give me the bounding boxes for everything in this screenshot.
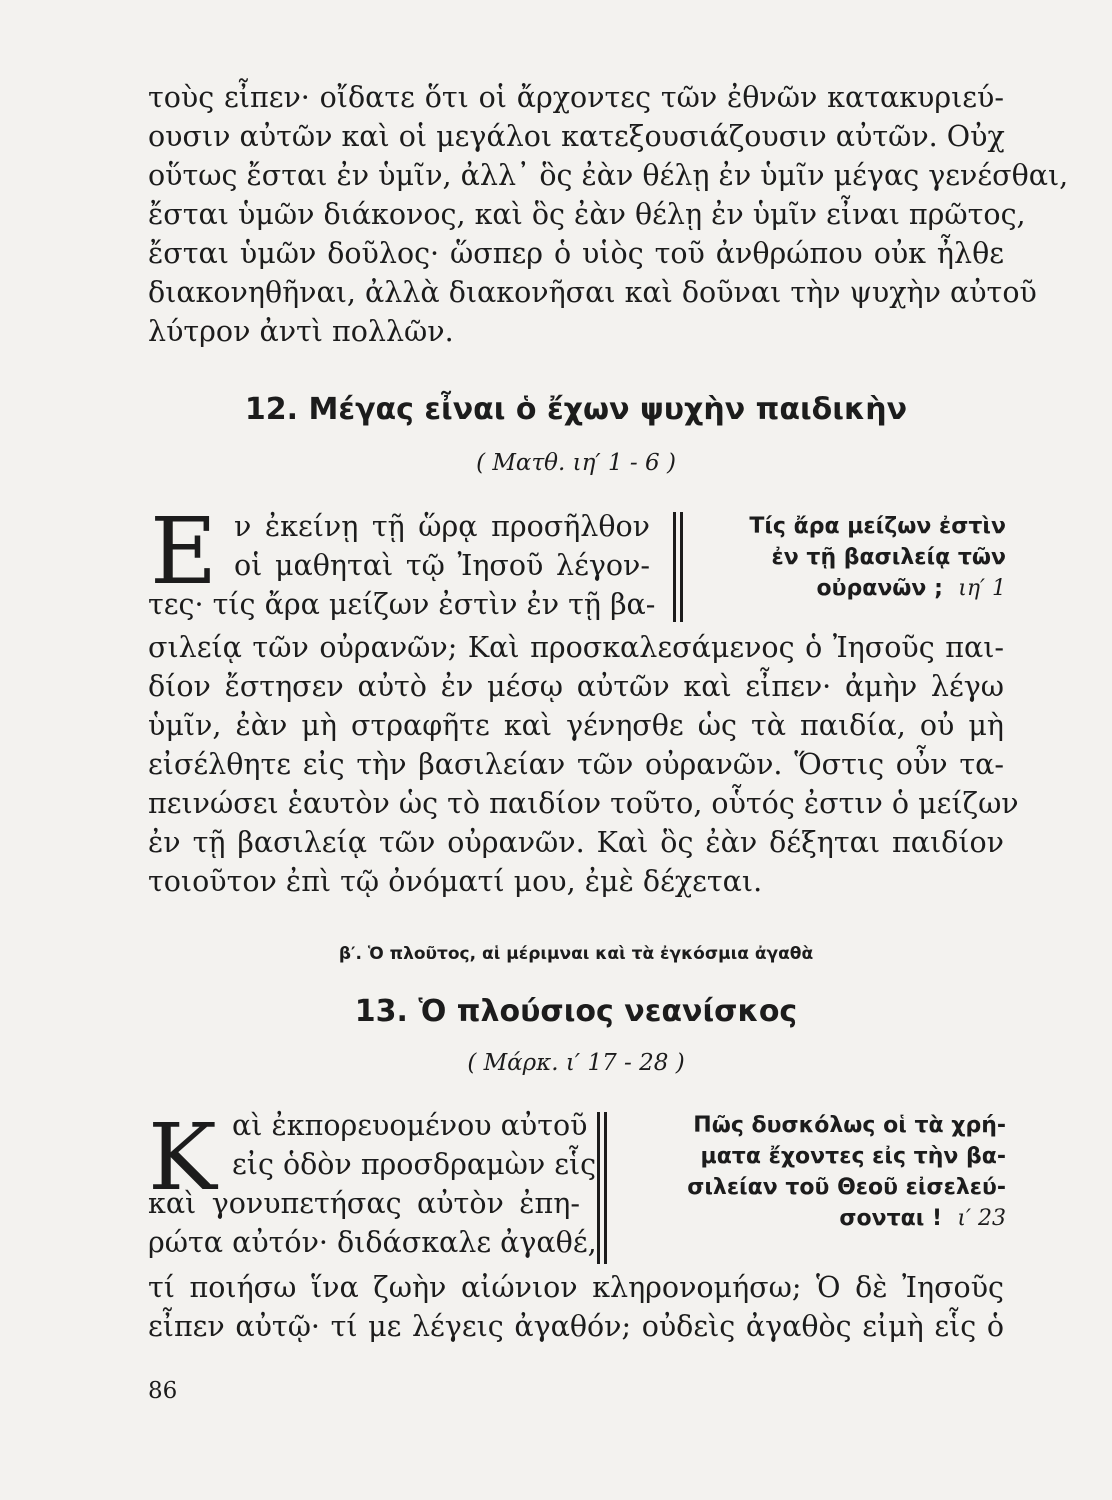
text-line: πεινώσει ἑαυτὸν ὡς τὸ παιδίον τοῦτο, οὗτός ἐστιν ὁ μείζων (148, 787, 1019, 820)
side-note-line: σονται ! (839, 1206, 943, 1231)
text-line: σιλείᾳ τῶν οὐρανῶν; Καὶ προσκαλεσάμενος ὁ Ἰησοῦς παι- (148, 631, 1004, 664)
margin-divider (604, 1112, 607, 1264)
subsection-title: β′. Ὁ πλοῦτος, αἱ μέριμναι καὶ τὰ ἐγκόσμια ἀγαθὰ (338, 944, 814, 964)
text-line: τί ποιήσω ἵνα ζωὴν αἰώνιον κληρονομήσω; Ὁ δὲ Ἰησοῦς (148, 1271, 1004, 1304)
text-line: λύτρον ἀντὶ πολλῶν. (148, 315, 454, 348)
text-line: διακονηθῆναι, ἀλλὰ διακονῆσαι καὶ δοῦναι τὴν ψυχὴν αὐτοῦ (148, 276, 1037, 309)
text-line: δίον ἔστησεν αὐτὸ ἐν μέσῳ αὐτῶν καὶ εἶπεν· ἀμὴν λέγω (148, 670, 1004, 703)
text-line: εἰσέλθητε εἰς τὴν βασιλείαν τῶν οὐρανῶν. Ὅστις οὖν τα- (148, 748, 1004, 781)
side-note-line: σιλείαν τοῦ Θεοῦ εἰσελεύ- (687, 1175, 1006, 1200)
side-note-verse: ιη′ 1 (958, 576, 1006, 601)
margin-divider (680, 512, 683, 622)
text-line: ἔσται ὑμῶν δοῦλος· ὥσπερ ὁ υἱὸς τοῦ ἀνθρώπου οὐκ ἦλθε (148, 237, 1004, 270)
text-line: εἶπεν αὐτῷ· τί με λέγεις ἀγαθόν; οὐδεὶς ἀγαθὸς εἰμὴ εἷς ὁ (148, 1310, 1004, 1343)
side-note-line: Πῶς δυσκόλως οἱ τὰ χρή- (693, 1113, 1006, 1138)
text-line: ὑμῖν, ἐὰν μὴ στραφῆτε καὶ γένησθε ὡς τὰ παιδία, οὐ μὴ (148, 709, 1004, 742)
section-12-title: 12. Μέγας εἶναι ὁ ἔχων ψυχὴν παιδικὴν (244, 392, 908, 427)
section-12-dropcap: Ε (150, 498, 218, 605)
section-12-side-note (706, 511, 1006, 604)
page-number: 86 (148, 1378, 178, 1404)
side-note-line: ματα ἔχοντες εἰς τὴν βα- (700, 1144, 1006, 1169)
side-note-line: Τίς ἄρα μείζων ἐστὶν (749, 514, 1006, 539)
margin-divider (597, 1112, 600, 1264)
side-note-verse: ι′ 23 (957, 1206, 1006, 1231)
text-line: ἔσται ὑμῶν διάκονος, καὶ ὃς ἐὰν θέλῃ ἐν ὑμῖν εἶναι πρῶτος, (148, 198, 1026, 231)
section-12-reference: ( Ματθ. ιη′ 1 - 6 ) (476, 450, 676, 476)
side-note-line: οὐρανῶν ; (816, 576, 943, 601)
section-13-title: 13. Ὁ πλούσιος νεανίσκος (354, 994, 798, 1029)
section-13-dropcap: Κ (148, 1104, 217, 1211)
text-line: τοιοῦτον ἐπὶ τῷ ὀνόματί μου, ἐμὲ δέχεται. (148, 865, 763, 898)
margin-divider (673, 512, 676, 622)
side-note-line: ἐν τῇ βασιλείᾳ τῶν (771, 545, 1006, 570)
text-line: καὶ γονυπετήσας αὐτὸν ἐπη- (148, 1187, 580, 1220)
text-line: τες· τίς ἄρα μείζων ἐστὶν ἐν τῇ βα- (148, 588, 656, 621)
text-line: ουσιν αὐτῶν καὶ οἱ μεγάλοι κατεξουσιάζουσιν αὐτῶν. Οὐχ (148, 120, 1005, 153)
text-line: τοὺς εἶπεν· οἴδατε ὅτι οἱ ἄρχοντες τῶν ἐθνῶν κατακυριεύ- (148, 81, 1004, 114)
text-line: οὕτως ἔσται ἐν ὑμῖν, ἀλλ᾽ ὃς ἐὰν θέλῃ ἐν ὑμῖν μέγας γενέσθαι, (148, 159, 1069, 192)
text-line: ρώτα αὐτόν· διδάσκαλε ἀγαθέ, (148, 1226, 597, 1259)
text-line: οἱ μαθηταὶ τῷ Ἰησοῦ λέγον- (234, 549, 650, 582)
text-line: εἰς ὁδὸν προσδραμὼν εἷς (232, 1148, 597, 1181)
section-13-side-note (626, 1110, 1006, 1234)
text-line: ν ἐκείνῃ τῇ ὥρᾳ προσῆλθον (234, 510, 650, 543)
text-line: ἐν τῇ βασιλείᾳ τῶν οὐρανῶν. Καὶ ὃς ἐὰν δέξηται παιδίον (148, 826, 1004, 859)
section-13-reference: ( Μάρκ. ι′ 17 - 28 ) (467, 1050, 685, 1076)
text-line: αὶ ἐκπορευομένου αὐτοῦ (232, 1109, 588, 1142)
